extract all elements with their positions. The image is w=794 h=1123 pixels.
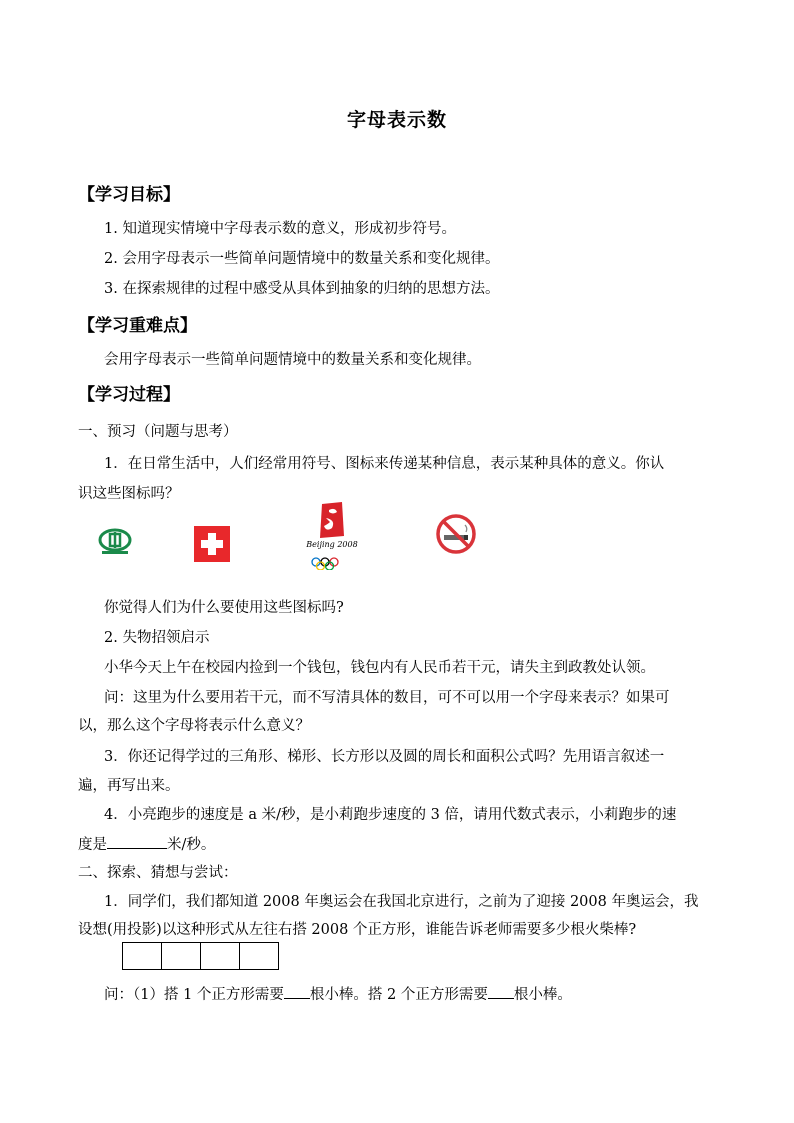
part1-q3-line1: 3．你还记得学过的三角形、梯形、长方形以及圆的周长和面积公式吗？先用语言叙述一 (104, 749, 665, 765)
matchstick-squares-figure (122, 942, 280, 970)
no-smoking-icon (435, 513, 477, 555)
section-difficulty-heading: 【学习重难点】 (78, 316, 197, 336)
part1-q2-line3: 以，那么这个字母将表示什么意义？ (78, 718, 310, 734)
square-cell (239, 942, 279, 970)
part1-q2-line2: 问：这里为什么要用若干元，而不写清具体的数目，可不可以用一个字母来表示？如果可 (104, 690, 670, 706)
part2-q1-line1: 1．同学们，我们都知道 2008 年奥运会在我国北京进行，之前为了迎接 2008 年奥运会，我 (104, 894, 699, 910)
goal-item-1: 1. 知道现实情境中字母表示数的意义，形成初步符号。 (104, 221, 456, 237)
answer-blank[interactable] (107, 834, 167, 849)
part1-q4-line2 (78, 834, 215, 855)
part1-heading: 一、预习（问题与思考） (78, 424, 238, 440)
part1-q1-followup: 你觉得人们为什么要使用这些图标吗? (104, 600, 344, 616)
part2-ask-text-b: 根小棒。搭 2 个正方形需要 (309, 987, 488, 1003)
goal-item-3: 3. 在探索规律的过程中感受从具体到抽象的归纳的思想方法。 (104, 281, 500, 297)
page-title: 字母表示数 (346, 109, 447, 131)
part2-ask-text-a: 问：（1）搭 1 个正方形需要 (104, 987, 284, 1003)
part1-q4-line1: 4．小亮跑步的速度是 a 米/秒，是小莉跑步速度的 3 倍，请用代数式表示，小莉跑步的速 (104, 807, 677, 823)
square-cell (200, 942, 239, 970)
difficulty-text: 会用字母表示一些简单问题情境中的数量关系和变化规律。 (104, 352, 481, 368)
bank-logo-icon (96, 528, 134, 556)
part2-ask-line (104, 984, 572, 1005)
part2-q1-line2: 设想(用投影)以这种形式从左往右搭 2008 个正方形，谁能告诉老师需要多少根火柴棒? (78, 922, 637, 938)
answer-blank[interactable] (284, 984, 310, 999)
square-cell (161, 942, 200, 970)
part1-q4-text-b: 米/秒。 (167, 837, 216, 853)
part1-q1-line1: 1．在日常生活中，人们经常用符号、图标来传递某种信息，表示某种具体的意义。你认 (104, 456, 665, 472)
square-cell (122, 942, 161, 970)
section-goals-heading: 【学习目标】 (78, 185, 180, 205)
part1-q4-text-a: 度是 (78, 837, 107, 853)
part1-q2-line1: 小华今天上午在校园内捡到一个钱包，钱包内有人民币若干元，请失主到政教处认领。 (104, 660, 655, 676)
swiss-cross-icon (194, 526, 230, 562)
part1-q2-heading: 2. 失物招领启示 (104, 630, 210, 646)
beijing-2008-caption: Beijing 2008 (306, 540, 358, 549)
section-process-heading: 【学习过程】 (78, 385, 180, 405)
part1-q1-line2: 识这些图标吗？ (78, 486, 180, 502)
goal-item-2: 2. 会用字母表示一些简单问题情境中的数量关系和变化规律。 (104, 251, 500, 267)
part2-ask-text-c: 根小棒。 (513, 987, 572, 1003)
answer-blank[interactable] (488, 984, 514, 999)
part1-q3-line2: 遍，再写出来。 (78, 778, 180, 794)
part2-heading: 二、探索、猜想与尝试： (78, 865, 238, 881)
beijing-2008-emblem-icon (302, 500, 362, 570)
